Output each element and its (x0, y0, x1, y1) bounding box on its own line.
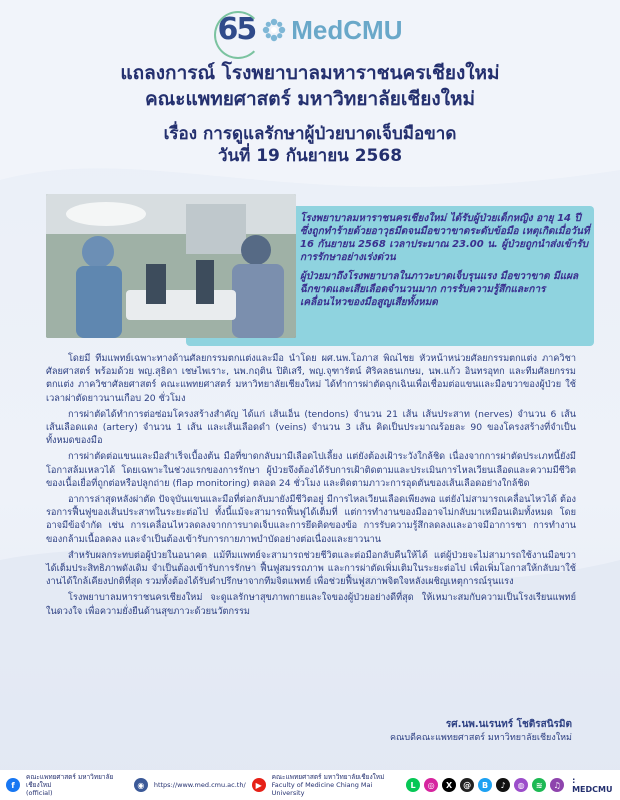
facebook-page-name: คณะแพทยศาสตร์ มหาวิทยาลัยเชียงใหม่ (26, 773, 114, 789)
body-paragraph-3: การผ่าตัดต่อแขนและมือสำเร็จเบื้องต้น มือที่ขาดกลับมามีเลือดไปเลี้ยง แต่ยังต้องเฝ้าระวังใกล้ชิด เนื่องจากการผ่าตัดประเภทนี้ยังมีโอกาสล้มเหลวได้ โดยเฉพาะในช่วงแรกของการรักษา ผู้ป่วยจึงต้องได้รับการเฝ้าติดตามและประเมินการไหลเวียนเลือดและความมีชีวิตของเนื้อเยื่อที่ถูกต่อหรือปลูกถ่าย (flap monitoring) ตลอด 24 ชั่วโมง และติดตามภาวะการอุดตันของเส้นเลือดอย่างใกล้ชิด (46, 451, 576, 489)
summary-paragraph-1: โรงพยาบาลมหาราชนครเชียงใหม่ ได้รับผู้ป่วยเด็กหญิง อายุ 14 ปี ซึ่งถูกทำร้ายด้วยอาวุธมีดจนมือขวาขาดระดับข้อมือ เหตุเกิดเมื่อวันที่ 16 กันยายน 2568 เวลาประมาณ 23.00 น. ผู้ป่วยถูกนำส่งเข้ารับการรักษาอย่างเร่งด่วน (300, 213, 590, 263)
medcmu-logo (261, 15, 402, 46)
youtube-icon[interactable]: ▶ (252, 778, 266, 792)
title-line-1: แถลงการณ์ โรงพยาบาลมหาราชนครเชียงใหม่ (120, 62, 500, 84)
flower-icon (261, 17, 287, 43)
globe-icon[interactable]: ◉ (134, 778, 148, 792)
brand-name: MedCMU (291, 14, 403, 45)
youtube-label[interactable] (272, 773, 394, 797)
youtube-channel-english: Faculty of Medicine Chiang Mai University (271, 781, 373, 797)
body-paragraph-5: สำหรับผลกระทบต่อผู้ป่วยในอนาคต แม้ทีมแพทย์จะสามารถช่วยชีวิตและต่อมือกลับคืนให้ได้ แต่ผู้ป่วยจะไม่สามารถใช้งานมือขวาได้เต็มประสิทธิภาพดังเดิม จำเป็นต้องเข้ารับการรักษา ฟื้นฟูสมรรถภาพ และการผ่าตัดเพิ่มเติมในระยะต่อไป เพื่อเพิ่มโอกาสให้กลับมาใช้งานได้ใกล้เคียงปกติที่สุด รวมทั้งต้องได้รับคำปรึกษาจากทีมจิตแพทย์ เพื่อช่วยฟื้นฟูสภาพจิตใจหลังเผชิญเหตุการณ์รุนแรง (46, 549, 576, 588)
tiktok-icon[interactable]: ♪ (496, 778, 510, 792)
date-line: วันที่ 19 กันยายน 2568 (217, 146, 403, 166)
anniversary-logo (217, 12, 256, 47)
blockdit-icon[interactable]: B (478, 778, 492, 792)
threads-icon[interactable]: @ (460, 778, 474, 792)
facebook-page-note: (official) (26, 789, 53, 797)
statement-title (0, 60, 620, 112)
title-line-2: คณะแพทยศาสตร์ มหาวิทยาลัยเชียงใหม่ (144, 88, 476, 110)
summary-text (300, 212, 590, 315)
x-icon[interactable]: X (442, 778, 456, 792)
youtube-channel-name: คณะแพทยศาสตร์ มหาวิทยาลัยเชียงใหม่ (271, 773, 385, 781)
body-paragraph-6: โรงพยาบาลมหาราชนครเชียงใหม่ จะดูแลรักษาสุขภาพกายและใจของผู้ป่วยอย่างดีที่สุด ให้เหมาะสมกับความเป็นโรงเรียนแพทย์ในดวงใจ เพื่อความยั่งยืนด้านสุขภาวะด้วยนวัตกรรม (46, 592, 576, 617)
signature-block (390, 718, 572, 745)
statement-subject (0, 123, 620, 167)
spotify-icon[interactable]: ≋ (532, 778, 546, 792)
body-paragraph-1: โดยมี ทีมแพทย์เฉพาะทางด้านศัลยกรรมตกแต่งและมือ นำโดย ผศ.นพ.โอภาส พิณไชย หัวหน้าหน่วยศัลยกรรมตกแต่ง ภาควิชาศัลยศาสตร์ พร้อมด้วย พญ.สุธิดา เชษไพเราะ, นพ.กฤติน ปิติเสรี, พญ.จุฑารัตน์ ศิริคลธนเกษม, นพ.แก้ว อินทรอุทก และทีมศัลยกรรมตกแต่ง ภาควิชาศัลยศาสตร์ คณะแพทยศาสตร์ มหาวิทยาลัยเชียงใหม่ ได้ทำการผ่าตัดฉุกเฉินเพื่อเชื่อมต่อแขนและมือขวาของผู้ป่วย ใช้เวลาผ่าตัดยาวนานเกือบ 20 ชั่วโมง (46, 353, 576, 404)
operating-room-image (46, 194, 296, 338)
footer-bar (0, 770, 620, 800)
soundwave-icon[interactable]: ♫ (550, 778, 564, 792)
subject-line: เรื่อง การดูแลรักษาผู้ป่วยบาดเจ็บมือขาด (163, 124, 457, 144)
summary-paragraph-2: ผู้ป่วยมาถึงโรงพยาบาลในภาวะบาดเจ็บรุนแรง มือขวาขาด มีแผลฉีกขาดและเสียเลือดจำนวนมาก การรับความรู้สึกและการเคลื่อนไหวของมือสูญเสียทั้งหมด (300, 271, 579, 308)
logo-number: 65 (217, 12, 256, 47)
facebook-icon[interactable]: f (6, 778, 20, 792)
social-icons (406, 778, 564, 792)
signer-name: รศ.นพ.นเรนทร์ โชติรสนิรมิต (445, 719, 572, 730)
facebook-label[interactable] (26, 773, 128, 797)
surgery-photo (46, 194, 296, 338)
podcast-icon[interactable]: ◍ (514, 778, 528, 792)
signer-title: คณบดีคณะแพทยศาสตร์ มหาวิทยาลัยเชียงใหม่ (389, 733, 572, 743)
body-paragraph-2: การผ่าตัดได้ทำการต่อซ่อมโครงสร้างสำคัญ ได้แก่ เส้นเอ็น (tendons) จำนวน 21 เส้น เส้นประสาท (nerves) จำนวน 6 เส้น เส้นเลือดแดง (artery) จำนวน 1 เส้น และเส้นเลือดดำ (veins) จำนวน 3 เส้น คิดเป็นประมาณร้อยละ 90 ของโครงสร้างที่จำเป็นทั้งหมดของมือ (46, 408, 576, 447)
website-link[interactable]: https://www.med.cmu.ac.th/ (153, 781, 246, 789)
ring-icon (214, 11, 262, 59)
line-icon[interactable]: L (406, 778, 420, 792)
header-logos (0, 6, 620, 54)
body-paragraph-4: อาการล่าสุดหลังผ่าตัด ปัจจุบันแขนและมือที่ต่อกลับมายังมีชีวิตอยู่ มีการไหลเวียนเลือดเพียงพอ แต่ยังไม่สามารถเคลื่อนไหวได้ ต้องรอการฟื้นฟูของเส้นประสาทในระยะต่อไป ทั้งนี้แม้จะสามารถฟื้นฟูได้เต็มที่ แต่การทำงานของมืออาจไม่กลับมาเหมือนเดิมทั้งหมด โดยอาจมีข้อจำกัด เช่น การเคลื่อนไหวลดลงจากการบาดเจ็บและการยึดติดของข้อ การรับความรู้สึกลดลงและอาจมีอาการชา การทำงานของกล้ามเนื้อลดลง และจำเป็นต้องเข้ารับการกายภาพบำบัดอย่างต่อเนื่องและยาวนาน (46, 494, 576, 545)
statement-body (46, 352, 576, 621)
instagram-icon[interactable]: ◎ (424, 778, 438, 792)
social-handle: : MEDCMU (572, 776, 613, 794)
